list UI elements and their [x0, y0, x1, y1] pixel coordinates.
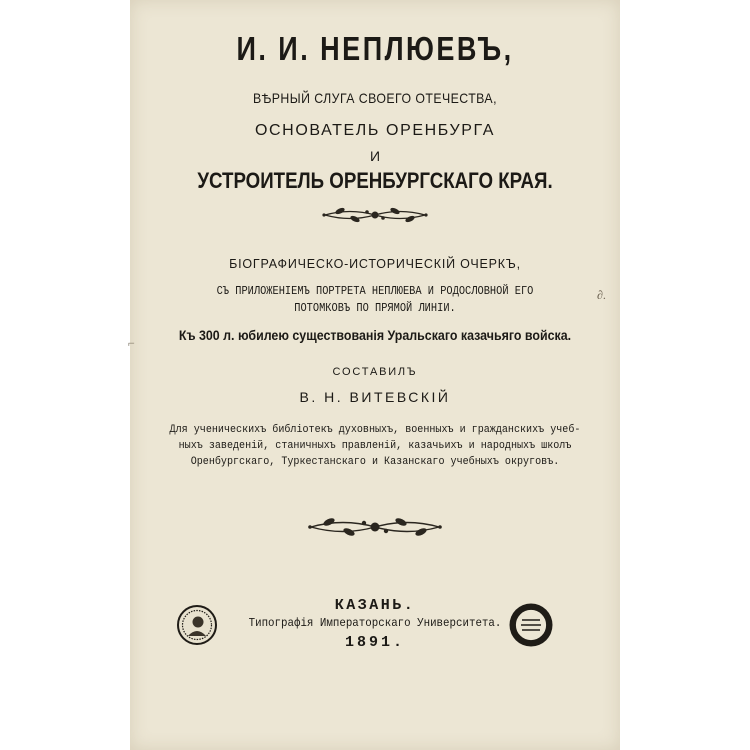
jubilee-dedication: Къ 300 л. юбилею существованія Уральскаго казачьяго войска.: [178, 328, 572, 343]
library-seal-icon: [508, 602, 554, 648]
essay-type: БІОГРАФИЧЕСКО-ИСТОРИЧЕСКІЙ ОЧЕРКЪ,: [229, 257, 521, 271]
margin-mark: ∂.: [597, 288, 606, 302]
publication-year: 1891.: [344, 634, 405, 651]
floral-ornament-icon: [320, 204, 430, 226]
subtitle-servant: ВѢРНЫЙ СЛУГА СВОЕГО ОТЕЧЕСТВА,: [253, 90, 497, 106]
supplement-line-2: ПОТОМКОВЪ ПО ПРЯМОЙ ЛИНІИ.: [294, 302, 456, 315]
library-note-line-3: Оренбургскаго, Туркестанскаго и Казанскаго учебныхъ округовъ.: [190, 456, 560, 468]
publication-city: КАЗАНЬ.: [334, 597, 416, 614]
library-note-line-2: ныхъ заведеній, станичныхъ правленій, казачьихъ и народныхъ школъ: [178, 440, 572, 452]
subtitle-founder: ОСНОВАТЕЛЬ ОРЕНБУРГА: [254, 122, 496, 139]
subtitle-organizer: УСТРОИТЕЛЬ ОРЕНБУРГСКАГО КРАЯ.: [197, 168, 553, 193]
printer-name: Типографія Императорскаго Университета.: [248, 616, 502, 630]
compiled-by-label: СОСТАВИЛЪ: [332, 366, 418, 378]
library-note-line-1: Для ученическихъ библіотекъ духовныхъ, военныхъ и гражданскихъ учеб-: [169, 424, 581, 436]
title-page: [130, 0, 620, 750]
subtitle-conjunction: И: [369, 148, 381, 164]
supplement-line-1: СЪ ПРИЛОЖЕНІЕМЪ ПОРТРЕТА НЕПЛЮЕВА И РОДОСЛОВНОЙ ЕГО: [216, 285, 534, 298]
floral-ornament-icon: [305, 514, 445, 540]
margin-mark: ⌐: [128, 336, 135, 350]
compiler-name: В. Н. ВИТЕВСКІЙ: [299, 389, 451, 405]
author-name: И. И. НЕПЛЮЕВЪ,: [236, 30, 514, 67]
